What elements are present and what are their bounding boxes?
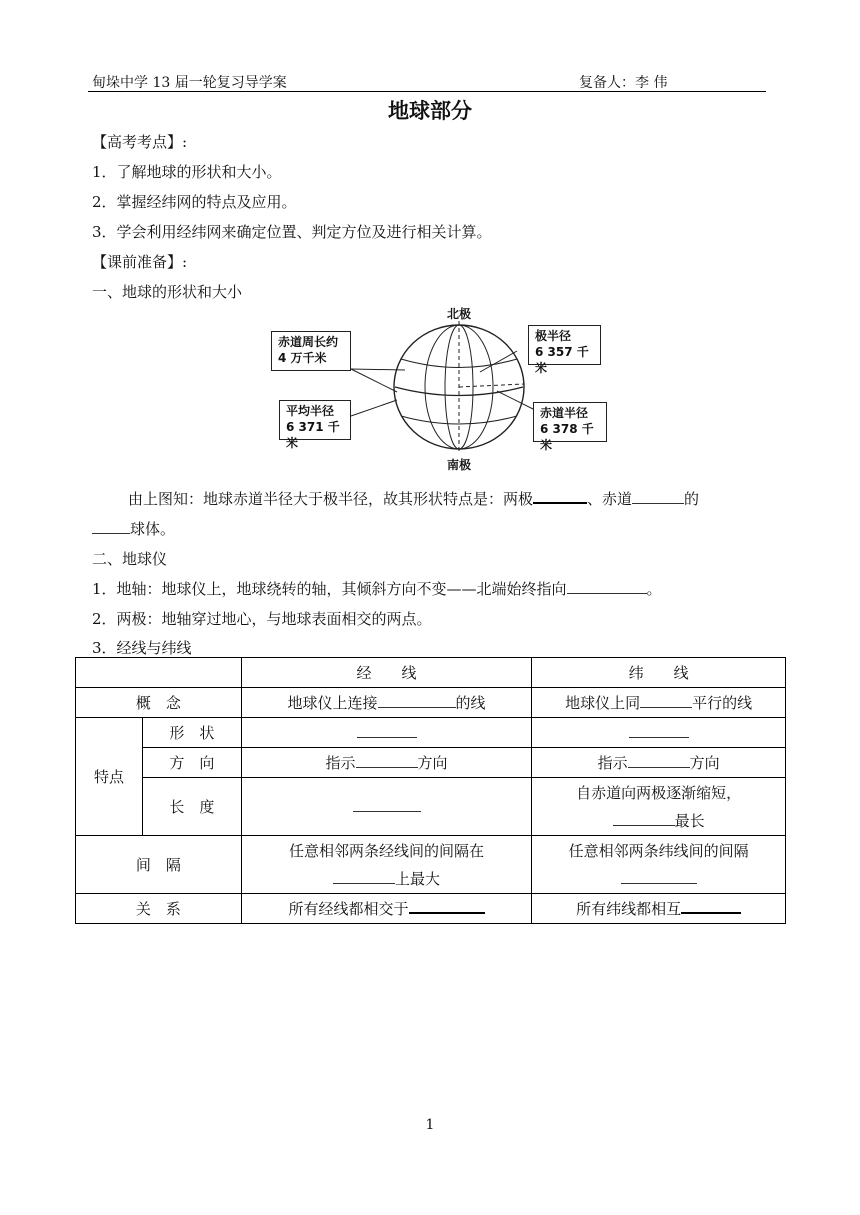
exam-point-3: 3．学会利用经纬网来确定位置、判定方位及进行相关计算。	[92, 223, 492, 241]
cell-relation-longitude: 所有经线都相交于	[241, 894, 532, 924]
part1-heading: 一、地球的形状和大小	[92, 283, 243, 301]
row-label-interval: 间 隔	[76, 836, 242, 894]
row-label-shape: 形 状	[142, 718, 241, 748]
cell-interval-longitude: 任意相邻两条经线间的间隔在 上最大	[241, 836, 532, 894]
cell-shape-latitude	[532, 718, 786, 748]
mean-radius-box: 平均半径 6 371 千米	[279, 400, 351, 440]
equatorial-radius-box: 赤道半径 6 378 千米	[533, 402, 607, 442]
table-header-row	[76, 658, 786, 688]
answer-blank-length-lat[interactable]	[613, 811, 675, 826]
cell-direction-longitude: 指示 方向	[241, 748, 532, 778]
answer-blank-relation-lat[interactable]	[681, 898, 741, 914]
cell-length-latitude: 自赤道向两极逐渐缩短， 最长	[532, 778, 786, 836]
equator-circumference-box: 赤道周长约 4 万千米	[271, 331, 351, 371]
cell-interval-latitude: 任意相邻两条纬线间的间隔	[532, 836, 786, 894]
cell-direction-latitude: 指示 方向	[532, 748, 786, 778]
header-longitude: 经 线	[241, 658, 532, 688]
table-row-length	[76, 778, 786, 836]
cell-shape-longitude	[241, 718, 532, 748]
header-divider	[88, 91, 766, 92]
answer-blank-direction-lat[interactable]	[628, 753, 690, 768]
answer-blank-interval-lat[interactable]	[621, 869, 697, 884]
earth-diagram	[265, 304, 617, 476]
poles-line: 2．两极：地轴穿过地心，与地球表面相交的两点。	[92, 610, 432, 628]
answer-blank-direction-lon[interactable]	[356, 753, 418, 768]
prep-heading: 【课前准备】:	[92, 253, 188, 271]
row-label-length: 长 度	[142, 778, 241, 836]
row-label-relation: 关 系	[76, 894, 242, 924]
header-left: 甸垛中学 13 届一轮复习导学案	[92, 75, 287, 91]
part2-heading: 二、地球仪	[92, 550, 168, 568]
table-corner-cell	[76, 658, 242, 688]
north-pole-label: 北极	[447, 307, 472, 321]
answer-blank-interval-lon[interactable]	[333, 869, 395, 884]
answer-blank-shape[interactable]	[92, 519, 130, 534]
page-number: 1	[425, 1117, 435, 1133]
cell-relation-latitude: 所有纬线都相互	[532, 894, 786, 924]
cell-concept-longitude: 地球仪上连接 的线	[241, 688, 532, 718]
table-row-interval	[76, 836, 786, 894]
table-row-relation	[76, 894, 786, 924]
answer-blank-equator[interactable]	[632, 489, 684, 504]
header-right: 复备人：李 伟	[579, 75, 668, 91]
answer-blank-concept-lat[interactable]	[640, 693, 692, 708]
part1-question-cont: 球体。	[92, 518, 175, 539]
answer-blank-shape-lat[interactable]	[629, 723, 689, 738]
table-row-direction	[76, 748, 786, 778]
answer-blank-length-lon[interactable]	[353, 797, 421, 812]
row-label-concept: 概 念	[76, 688, 242, 718]
part1-question: 由上图知：地球赤道半径大于极半径，故其形状特点是：两极 、赤道 的	[128, 490, 700, 508]
earth-axis-line: 1．地轴：地球仪上，地球绕转的轴，其倾斜方向不变——北端始终指向 。	[92, 580, 662, 598]
answer-blank-concept-lon[interactable]	[378, 693, 456, 708]
row-label-direction: 方 向	[142, 748, 241, 778]
south-pole-label: 南极	[447, 458, 472, 472]
polar-radius-box: 极半径 6 357 千米	[528, 325, 601, 365]
row-label-features: 特点	[76, 718, 143, 836]
exam-points-heading: 【高考考点】:	[92, 133, 188, 151]
longitude-latitude-table	[75, 657, 786, 924]
page-title: 地球部分	[388, 99, 472, 123]
answer-blank-poles[interactable]	[533, 488, 587, 504]
cell-length-longitude	[241, 778, 532, 836]
cell-concept-latitude: 地球仪上同 平行的线	[532, 688, 786, 718]
table-row-concept	[76, 688, 786, 718]
header-latitude: 纬 线	[532, 658, 786, 688]
exam-point-2: 2．掌握经纬网的特点及应用。	[92, 193, 297, 211]
lines-heading: 3．经线与纬线	[92, 639, 192, 657]
table-row-shape	[76, 718, 786, 748]
answer-blank-axis[interactable]	[567, 579, 647, 594]
answer-blank-shape-lon[interactable]	[357, 723, 417, 738]
exam-point-1: 1．了解地球的形状和大小。	[92, 163, 282, 181]
answer-blank-relation-lon[interactable]	[409, 898, 485, 914]
